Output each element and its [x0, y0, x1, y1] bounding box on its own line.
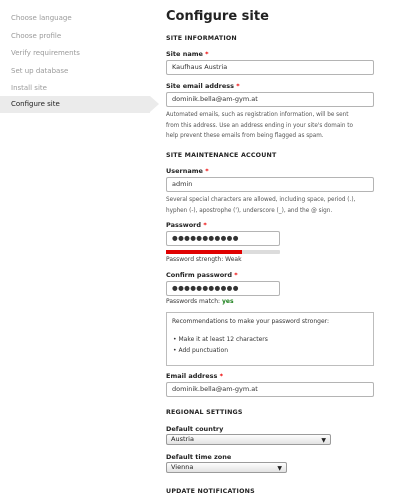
required-marker: * — [203, 221, 207, 229]
configure-site-form — [166, 0, 396, 499]
default-country-value: Austria — [171, 435, 194, 443]
bullet-icon: • — [173, 347, 177, 354]
password-input[interactable]: ●●●●●●●●●●● — [166, 231, 280, 246]
page-title: Configure site — [166, 9, 269, 24]
step-choose-profile — [0, 28, 150, 45]
default-timezone-label: Default time zone — [166, 453, 232, 461]
site-email-description: Automated emails, such as registration information, will be sent from this address. Use an address ending in your site's domain to help prevent these emails from being flagged as spam. — [166, 112, 354, 139]
required-marker: * — [219, 372, 224, 380]
step-label: Configure site — [11, 100, 60, 108]
required-marker: * — [205, 167, 209, 175]
password-match-status — [166, 298, 234, 305]
recommendation-item: • Add punctuation — [173, 347, 229, 354]
step-install-site — [0, 80, 150, 97]
section-heading-update-notifications: UPDATE NOTIFICATIONS — [166, 488, 255, 495]
site-name-label: Site name * — [166, 50, 209, 58]
recommendation-item: • Make it at least 12 characters — [173, 336, 268, 343]
password-strength-text: Password strength: Weak — [166, 256, 242, 263]
required-marker: * — [236, 82, 240, 90]
default-timezone-select[interactable] — [166, 462, 287, 473]
username-description: Several special characters are allowed, including space, period (.), hyphen (-), apostrophe ('), underscore (_), and the @ sign. — [166, 197, 356, 214]
required-marker: * — [234, 271, 238, 279]
step-label: Verify requirements — [11, 49, 80, 57]
step-set-up-database — [0, 63, 150, 80]
step-label: Set up database — [11, 67, 69, 75]
username-input[interactable]: admin — [166, 177, 374, 192]
site-email-input[interactable]: dominik.bella@am-gym.at — [166, 92, 374, 107]
default-country-select[interactable] — [166, 434, 331, 445]
password-strength-fill — [166, 250, 242, 254]
password-match-value: yes — [221, 298, 234, 305]
step-label: Install site — [11, 84, 47, 92]
password-match-label: Passwords match: — [166, 298, 221, 305]
required-marker: * — [205, 50, 209, 58]
recommendations-title: Recommendations to make your password stronger: — [172, 318, 330, 325]
password-label: Password * — [166, 221, 207, 229]
site-email-label: Site email address * — [166, 82, 240, 90]
confirm-password-input[interactable]: ●●●●●●●●●●● — [166, 281, 280, 296]
chevron-down-icon: ▼ — [277, 465, 282, 472]
step-configure-site — [0, 96, 150, 113]
section-heading-regional-settings: REGIONAL SETTINGS — [166, 409, 243, 416]
site-name-input[interactable]: Kaufhaus Austria — [166, 60, 374, 75]
password-recommendations-box — [166, 312, 374, 366]
chevron-down-icon: ▼ — [321, 437, 326, 444]
section-heading-maintenance-account: SITE MAINTENANCE ACCOUNT — [166, 152, 277, 159]
account-email-label: Email address * — [166, 372, 224, 380]
password-strength-meter — [166, 250, 280, 254]
step-choose-language — [0, 10, 150, 27]
step-label: Choose profile — [11, 32, 62, 40]
bullet-icon: • — [173, 336, 177, 343]
section-heading-site-information: SITE INFORMATION — [166, 35, 237, 42]
step-verify-requirements — [0, 45, 150, 62]
installer-steps-sidebar — [0, 0, 150, 499]
username-label: Username * — [166, 167, 209, 175]
default-country-label: Default country — [166, 425, 224, 433]
confirm-password-label: Confirm password * — [166, 271, 238, 279]
step-label: Choose language — [11, 14, 72, 22]
default-timezone-value: Vienna — [171, 463, 194, 471]
account-email-input[interactable]: dominik.bella@am-gym.at — [166, 382, 374, 397]
